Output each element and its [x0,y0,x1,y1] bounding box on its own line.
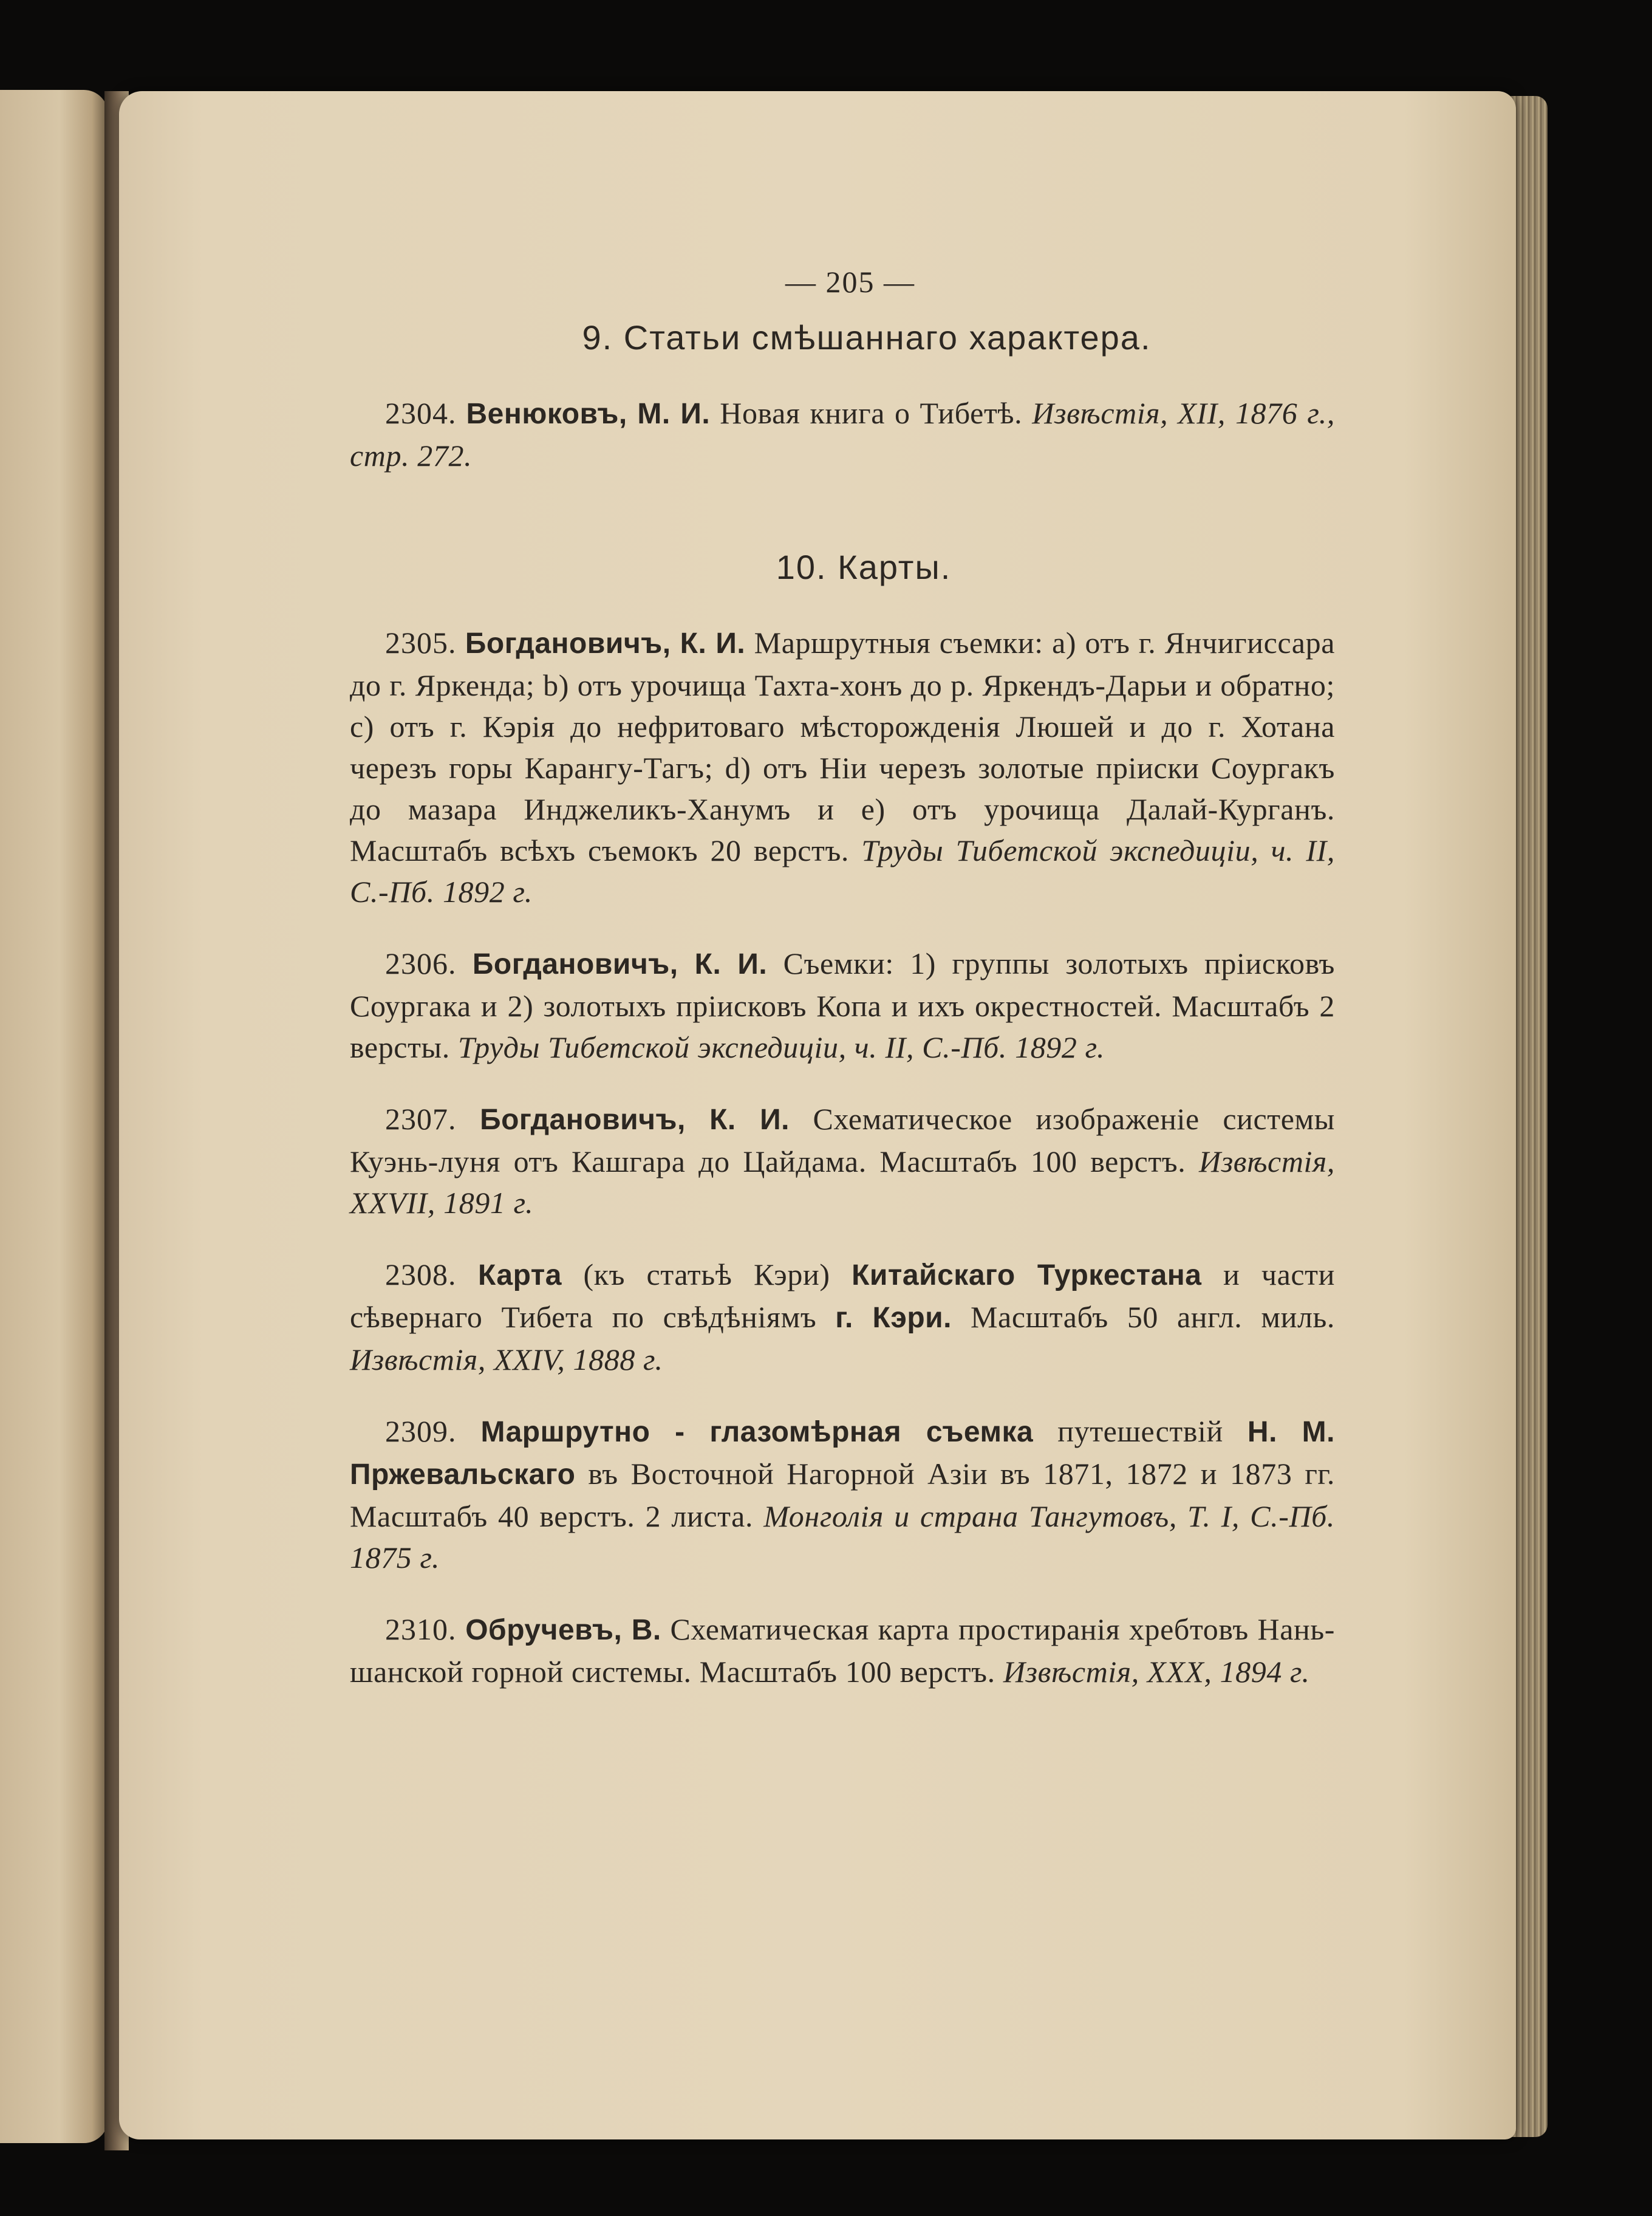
entry-description: Новая книга о Тибетѣ. [720,396,1023,430]
entry-source: Труды Тибетской экспедиціи, ч. II, С.-Пб. 1892 г. [350,833,1335,909]
page-number: — 205 — [785,265,915,299]
entry-2305 [350,622,1335,912]
entry-description: Схематическая карта простиранія хребтовъ Нань-шанской горной системы. Масштабъ 100 верстъ. [350,1612,1336,1689]
entry-author: г. Кэри. [835,1302,952,1334]
entry-source: Извѣстія, XXX, 1894 г. [1003,1655,1310,1689]
entry-title-bold: Маршрутно - глазомѣрная съемка [480,1416,1034,1448]
section-heading-maps: 10. Карты. [776,548,952,586]
entry-author: Богдановичъ, К. И. [465,628,746,660]
entry-source: Извѣстія, XXIV, 1888 г. [350,1342,663,1376]
entry-author: Богдановичъ, К. И. [480,1104,790,1136]
entry-source: Труды Тибетской экспедиціи, ч. II, С.-Пб. 1892 г. [457,1030,1105,1064]
entry-2310 [350,1609,1335,1692]
entry-description: Схематическое изображеніе системы Куэнь-луня отъ Кашгара до Цайдама. Масштабъ 100 верстъ. [350,1102,1335,1178]
section-heading-mixed-articles: 9. Статьи смѣшаннаго характера. [582,318,1152,357]
entry-source: Извѣстія, XII, 1876 г., стр. 272. [350,396,1335,473]
entry-number: 2306. [385,946,457,980]
entry-number: 2304. [385,396,457,430]
entry-2307 [350,1098,1335,1223]
entry-author: Венюковъ, М. И. [466,398,711,430]
entry-text: Масштабъ 50 англ. миль. [971,1300,1335,1334]
entry-text: (къ статьѣ Кэри) [583,1257,830,1291]
entry-2304 [350,392,1335,476]
entry-author: Богдановичъ, К. И. [472,948,768,980]
entry-number: 2305. [385,626,457,660]
entry-number: 2309. [385,1414,457,1448]
entry-number: 2307. [385,1102,457,1136]
entry-description: Съемки: 1) группы золотыхъ пріисковъ Соургака и 2) золотыхъ пріисковъ Копа и ихъ окрестностей. Масштабъ 2 версты. [350,946,1336,1064]
entry-author: Н. М. Пржевальскаго [350,1416,1335,1491]
entry-source: Извѣстія, XXVII, 1891 г. [350,1144,1335,1220]
entry-2306 [350,943,1335,1068]
previous-page-edge [0,90,108,2143]
entry-text: и части сѣвернаго Тибета по свѣдѣніямъ [350,1257,1335,1334]
entry-text: путешествій [1057,1414,1223,1448]
entry-2308 [350,1254,1335,1380]
entry-author: Обручевъ, В. [465,1614,661,1646]
entry-number: 2310. [385,1612,457,1646]
entry-source: Монголія и страна Тангутовъ, Т. I, С.-Пб. 1875 г. [350,1499,1335,1575]
entry-description: Маршрутныя съемки: a) отъ г. Янчигиссара до г. Яркенда; b) отъ урочища Тахта-хонъ до р. Яркендъ-Дарьи и обратно; c) отъ г. Кэрія до нефритоваго мѣсторожденія Люшей и до г. Хотана черезъ горы Карангу-Тагъ; d) отъ Ніи черезъ золотые пріиски Соургакъ до мазара Инджеликъ-Ханумъ и e) отъ урочища Далай-Курганъ. Масштабъ всѣхъ съемокъ 20 верстъ. [350,626,1335,867]
page-text [350,261,1335,1703]
entry-title-bold: Китайскаго Туркестана [852,1259,1202,1291]
entry-title-bold: Карта [478,1259,562,1291]
entry-2309 [350,1411,1335,1578]
entry-text: въ Восточной Нагорной Азіи въ 1871, 1872 и 1873 гг. Масштабъ 40 верстъ. 2 листа. [350,1457,1335,1533]
entry-number: 2308. [385,1257,457,1291]
